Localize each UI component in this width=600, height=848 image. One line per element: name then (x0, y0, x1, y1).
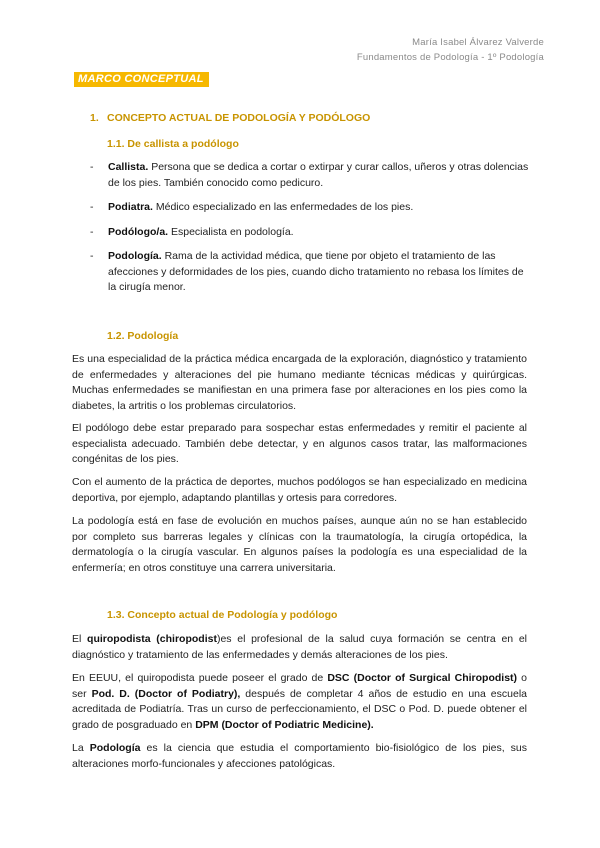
definition: Especialista en podología. (168, 225, 294, 238)
term: Podología. (108, 250, 162, 262)
term: quiropodista (chiropodist (87, 633, 217, 645)
term: DSC (Doctor of Surgical Chiropodist) (327, 672, 518, 684)
definition: Rama de la actividad médica, que tiene por objeto el tratamiento de las afecciones y deformidades de los pies, cuando dicho tratamiento no rebasa los límites de la cirugía menor. (108, 250, 524, 293)
section-title: CONCEPTO ACTUAL DE PODOLOGÍA Y PODÓLOGO (107, 112, 371, 124)
definition: Persona que se dedica a cortar o extirpar y curar callos, uñeros y otras dolencias de los pies. También conocido como pedicuro. (108, 161, 529, 189)
term: Podología (89, 742, 141, 754)
header-course: Fundamentos de Podología - 1º Podología (356, 52, 544, 63)
term: DPM (Doctor of Podiatric Medicine). (195, 718, 374, 731)
term: Podiatra. (108, 201, 153, 213)
term: Pod. D. (Doctor of Podiatry), (91, 687, 241, 700)
subsection-heading-1: 1.1. De callista a podólogo (107, 138, 239, 150)
paragraph: La podología está en fase de evolución en muchos países, aunque aún no se han establecido por completo sus barreras legales y clínicas con la traumatología, la cirugía ortopédica, la dermatología o la cirugía vascular. En algunos países la podología es una especialidad de la enfermería; en otros constituye una carrera universitaria. (72, 515, 527, 574)
list-item: - Podiatra. Médico especializado en las enfermedades de los pies. (90, 201, 414, 213)
term: Callista. (108, 161, 149, 173)
paragraph: El podólogo debe estar preparado para sospechar estas enfermedades y remitir el paciente al especialista adecuado. También debe detectar, y en algunos casos tratar, las malformaciones congénitas de los pies. (72, 422, 527, 465)
paragraph: El quiropodista (chiropodist)es el profesional de la salud cuya formación se centra en el diagnóstico y tratamiento de las enfermedades y demás alteraciones de los pies. (72, 633, 527, 661)
list-item: - Podólogo/a. Especialista en podología. (90, 225, 294, 238)
definition-list (90, 160, 530, 296)
list-item: - Podología. Rama de la actividad médica, que tiene por objeto el tratamiento de las afecciones y deformidades de los pies, cuando dicho tratamiento no rebasa los límites de la cirugía menor. (90, 250, 524, 293)
term: Podólogo/a. (108, 225, 169, 238)
paragraph: Es una especialidad de la práctica médica encargada de la exploración, diagnóstico y tratamiento de enfermedades y alteraciones del pie humano mediante técnicas médicas y quirúrgicas. Muchas enfermedades se manifiestan en una primera fase por alteraciones en los pies como la diabetes, la artritis o los problemas circulatorios. (72, 353, 527, 412)
list-item: - Callista. Persona que se dedica a cortar o extirpar y curar callos, uñeros y otras dolencias de los pies. También conocido como pedicuro. (90, 161, 529, 189)
page-header (357, 35, 544, 65)
paragraph: Con el aumento de la práctica de deportes, muchos podólogos se han especializado en medicina deportiva, por ejemplo, adaptando plantillas y ortesis para corredores. (72, 476, 527, 504)
header-author: María Isabel Álvarez Valverde (412, 37, 544, 48)
subsection-heading-2: 1.2. Podología (107, 330, 179, 342)
paragraph: En EEUU, el quiropodista puede poseer el grado de DSC (Doctor of Surgical Chiropodist) o ser Pod. D. (Doctor of Podiatry), después de completar 4 años de estudio en una escuela acreditada de Podiatría. Tras un curso de perfeccionamiento, el DSC o Pod. D. puede obtener el grado de posgraduado en DPM (Doctor of Podiatric Medicine). (72, 672, 527, 731)
section-heading (90, 112, 370, 124)
definition: Médico especializado en las enfermedades de los pies. (152, 201, 414, 213)
section-number: 1. (90, 112, 99, 124)
paragraph: La Podología es la ciencia que estudia el comportamiento bio-fisiológico de los pies, sus alteraciones morfo-funcionales y afecciones patológicas. (72, 742, 527, 770)
section-badge: MARCO CONCEPTUAL (74, 72, 209, 87)
subsection-heading-3: 1.3. Concepto actual de Podología y podólogo (107, 609, 338, 621)
